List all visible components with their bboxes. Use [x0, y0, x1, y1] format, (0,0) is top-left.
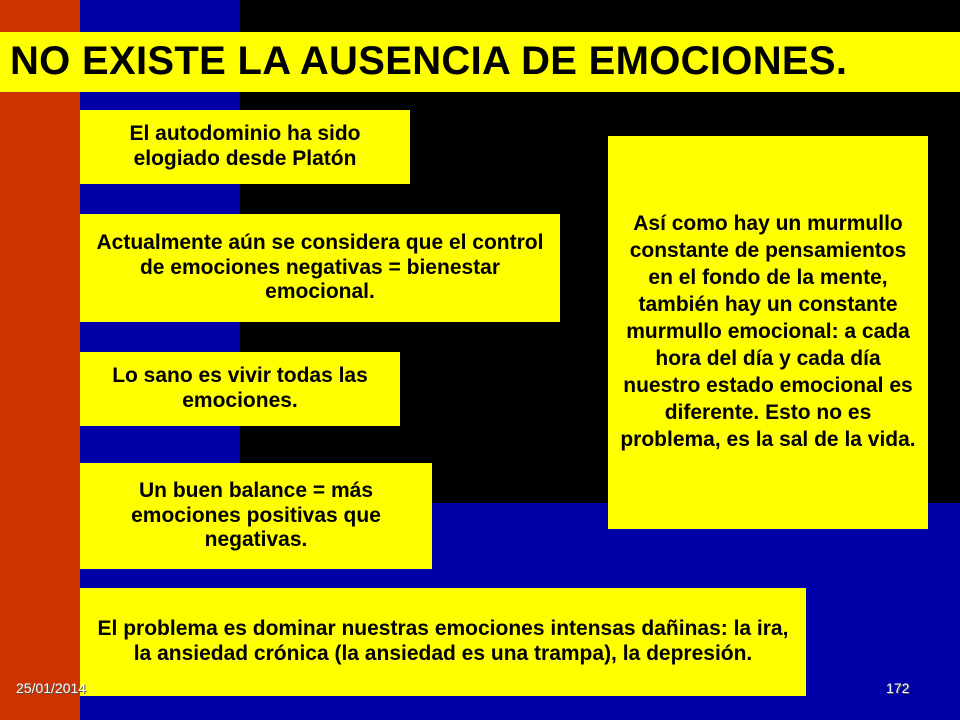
text-box-murmullo-emocional-text: Así como hay un murmullo constante de pensamientos en el fondo de la mente, también hay un constante murmullo emocional: a cada hora del día y cada día nuestro estado emocional es diferente. Esto no es problema, es la sal de la vida. [620, 212, 916, 451]
text-box-buen-balance-text: Un buen balance = más emociones positivas que negativas. [131, 478, 381, 552]
slide-title [0, 32, 960, 92]
text-box-problema [80, 588, 806, 696]
slide-title-text: NO EXISTE LA AUSENCIA DE EMOCIONES. [10, 39, 848, 84]
text-box-problema-text: El problema es dominar nuestras emociones intensas dañinas: la ira, la ansiedad crónica (la ansiedad es una trampa), la depresión. [97, 617, 789, 665]
text-box-control-emociones [80, 214, 560, 322]
text-box-autodominio [80, 110, 410, 184]
footer-date: 25/01/2014 [16, 680, 87, 696]
text-box-vivir-emociones-text: Lo sano es vivir todas las emociones. [112, 364, 368, 412]
text-box-buen-balance [80, 463, 432, 569]
page-number: 172 [886, 680, 910, 696]
text-box-vivir-emociones [80, 352, 400, 426]
text-box-murmullo-emocional [608, 136, 928, 529]
text-box-control-emociones-text: Actualmente aún se considera que el control de emociones negativas = bienestar emocional. [96, 230, 544, 304]
background-red-stripe [0, 0, 80, 720]
text-box-autodominio-text: El autodominio ha sido elogiado desde Platón [129, 122, 361, 170]
